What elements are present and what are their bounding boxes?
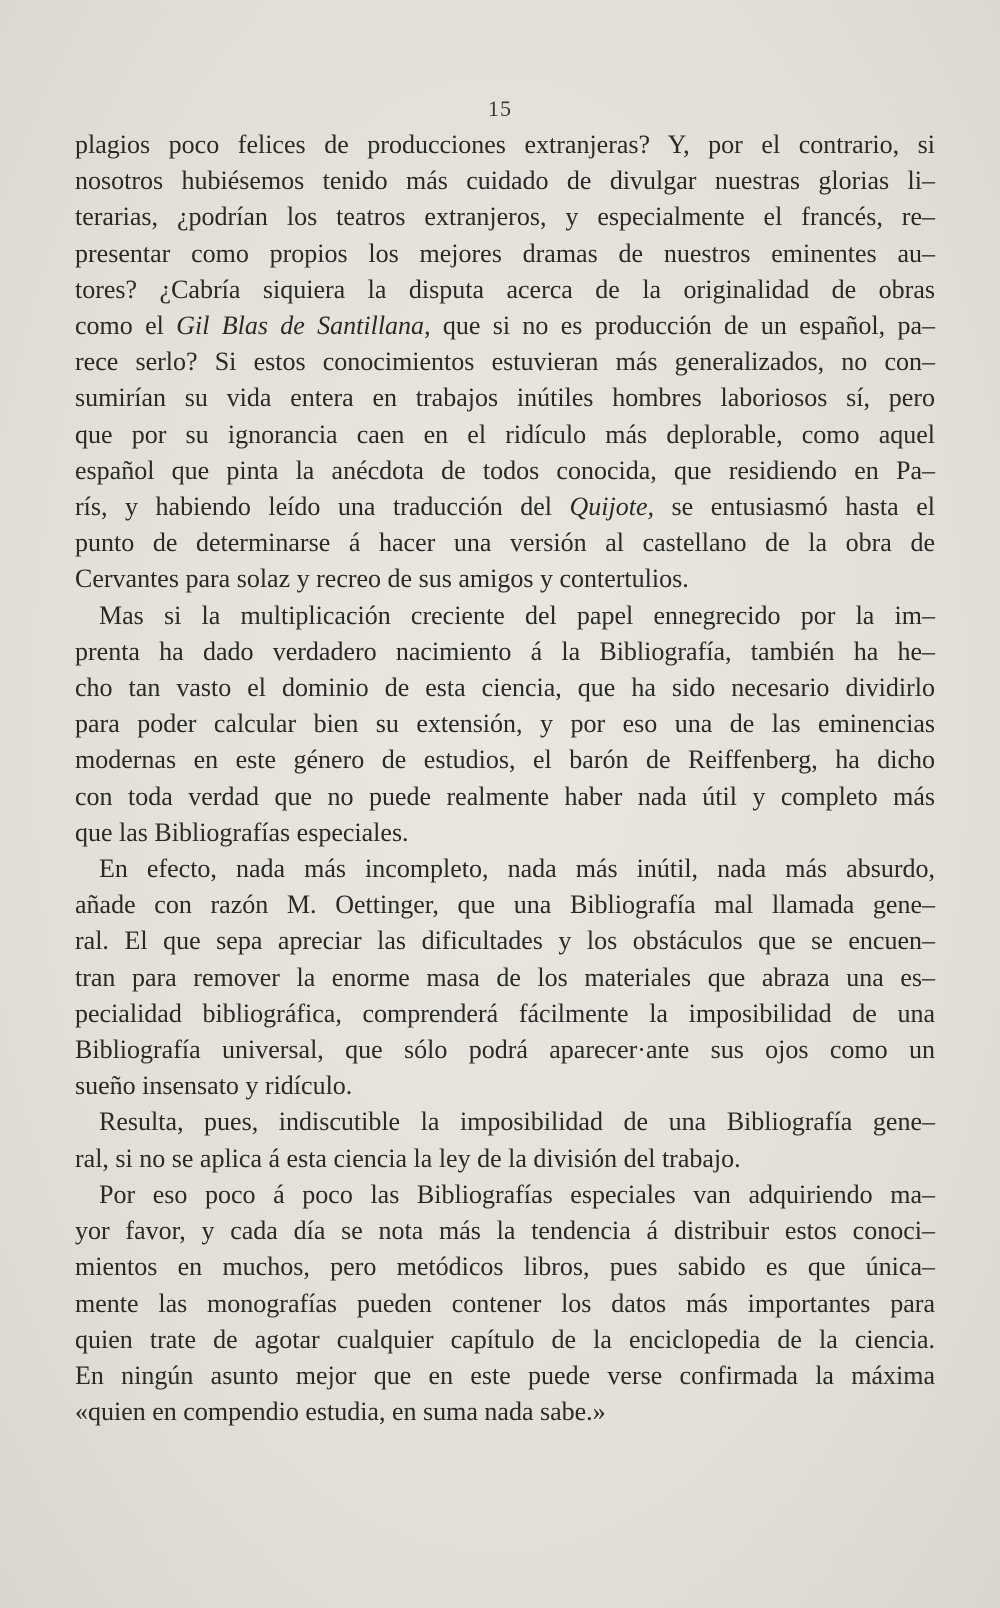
text-line: tores? ¿Cabría siquiera la disputa acerca de la originalidad de obras	[75, 274, 935, 304]
paragraph	[75, 1104, 935, 1176]
text-line: plagios poco felices de producciones extranjeras? Y, por el contrario, si	[75, 130, 935, 159]
text-line: Por eso poco á poco las Bibliografías especiales van adquiriendo ma–	[99, 1179, 935, 1209]
text-line: que por su ignorancia caen en el ridículo más deplorable, como aquel	[75, 419, 935, 449]
text-line: presentar como propios los mejores dramas de nuestros eminentes au–	[75, 238, 935, 268]
text-line: rece serlo? Si estos conocimientos estuvieran más generalizados, no con–	[75, 347, 935, 377]
text-line: yor favor, y cada día se nota más la tendencia á distribuir estos conoci–	[75, 1216, 935, 1246]
text-line: Cervantes para solaz y recreo de sus amigos y contertulios.	[75, 564, 689, 594]
text-run: rís, y habiendo leído una traducción del	[75, 492, 570, 522]
text-line: pecialidad bibliográfica, comprenderá fácilmente la imposibilidad de una	[75, 998, 935, 1028]
text-line: punto de determinarse á hacer una versión al castellano de la obra de	[75, 528, 935, 558]
text-line: con toda verdad que no puede realmente haber nada útil y completo más	[75, 781, 935, 811]
text-line: mientos en muchos, pero metódicos libros, pues sabido es que única–	[75, 1252, 935, 1282]
text-line: quien trate de agotar cualquier capítulo de la enciclopedia de la ciencia.	[75, 1324, 935, 1354]
italic-title: Quijote,	[569, 492, 655, 522]
text-line: «quien en compendio estudia, en suma nada sabe.»	[75, 1397, 606, 1427]
text-line: para poder calcular bien su extensión, y por eso una de las eminencias	[75, 709, 935, 739]
text-line: cho tan vasto el dominio de esta ciencia, que ha sido necesario dividirlo	[75, 673, 935, 703]
text-line: mente las monografías pueden contener los datos más importantes para	[75, 1288, 935, 1318]
text-line: nosotros hubiésemos tenido más cuidado de divulgar nuestras glorias li–	[75, 166, 935, 196]
text-line: prenta ha dado verdadero nacimiento á la Bibliografía, también ha he–	[75, 636, 935, 666]
text-line: En efecto, nada más incompleto, nada más inútil, nada más absurdo,	[99, 854, 935, 884]
text-line: Mas si la multiplicación creciente del papel ennegrecido por la im–	[99, 600, 935, 630]
page-number: 15	[488, 96, 512, 121]
text-line: En ningún asunto mejor que en este puede verse confirmada la máxima	[75, 1360, 935, 1390]
text-run: , que si no es producción de un español, pa–	[424, 311, 935, 341]
text-line: sumirían su vida entera en trabajos inútiles hombres laboriosos sí, pero	[75, 383, 935, 413]
text-line: terarias, ¿podrían los teatros extranjeros, y especialmente el francés, re–	[75, 202, 935, 232]
paragraph	[75, 851, 935, 1104]
text-run: se entusiasmó hasta el	[654, 492, 935, 522]
paragraph	[75, 127, 935, 598]
text-line: añade con razón M. Oettinger, que una Bibliografía mal llamada gene–	[75, 890, 935, 920]
text-line: sueño insensato y ridículo.	[75, 1071, 353, 1101]
text-line: ral, si no se aplica á esta ciencia la ley de la división del trabajo.	[75, 1143, 741, 1173]
text-line: Bibliografía universal, que sólo podrá aparecer·ante sus ojos como un	[75, 1035, 935, 1065]
text-line: Resulta, pues, indiscutible la imposibilidad de una Bibliografía gene–	[99, 1107, 935, 1137]
text-line: que las Bibliografías especiales.	[75, 817, 409, 847]
paragraph	[75, 1177, 935, 1430]
text-line	[75, 489, 935, 525]
text-line	[75, 308, 935, 344]
body-text	[75, 127, 935, 1430]
paragraph	[75, 598, 935, 851]
text-line: tran para remover la enorme masa de los materiales que abraza una es–	[75, 962, 935, 992]
text-line: modernas en este género de estudios, el barón de Reiffenberg, ha dicho	[75, 745, 935, 775]
text-run: como el	[75, 311, 177, 341]
text-line: español que pinta la anécdota de todos conocida, que residiendo en Pa–	[75, 455, 935, 485]
text-line: ral. El que sepa apreciar las dificultades y los obstáculos que se encuen–	[75, 926, 935, 956]
italic-title: Gil Blas de Santillana	[176, 311, 425, 341]
